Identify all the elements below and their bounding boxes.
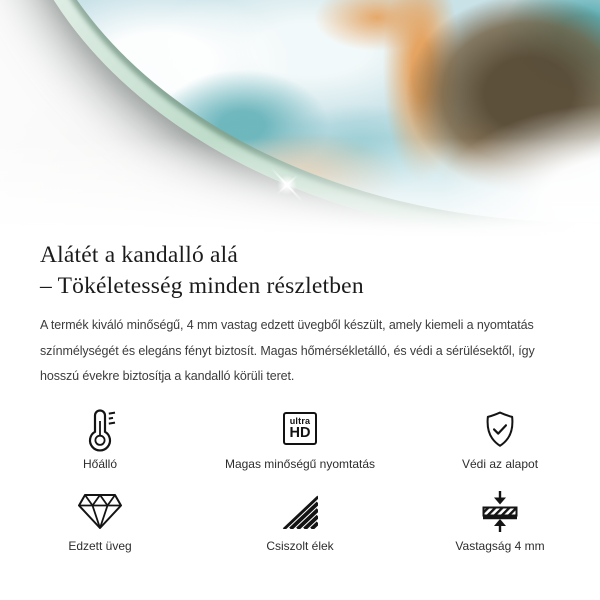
title-line-1: Alátét a kandalló alá xyxy=(40,242,238,268)
description-line: hosszú évekre biztosítja a kandalló körüli teret. xyxy=(40,369,295,383)
page-title xyxy=(40,240,560,302)
thickness-icon xyxy=(478,488,522,534)
feature-label: Magas minőségű nyomtatás xyxy=(224,456,376,471)
feature-label: Edzett üveg xyxy=(68,538,132,553)
thermometer-icon xyxy=(83,406,117,452)
feature-tempered-glass xyxy=(0,488,200,553)
ultra-hd-icon: ultra HD xyxy=(283,406,317,452)
feature-grid xyxy=(0,406,600,553)
feature-label: Vastagság 4 mm xyxy=(455,538,545,553)
product-description-section xyxy=(0,240,600,390)
description-line: színmélységét és elegáns fényt biztosít. Magas hőmérsékletálló, és védi a sérülésektől, így xyxy=(40,343,535,358)
product-image xyxy=(0,0,600,238)
polished-edges-icon xyxy=(279,488,321,534)
feature-heat-resistant xyxy=(0,406,200,471)
feature-thickness xyxy=(400,488,600,553)
feature-polished-edges xyxy=(200,488,400,553)
shield-check-icon xyxy=(478,406,522,452)
description-line: A termék kiváló minőségű, 4 mm vastag edzett üvegből készült, amely kiemeli a nyomtatás xyxy=(40,318,534,332)
feature-label: Csiszolt élek xyxy=(266,538,334,553)
glass-plate-marble-surface xyxy=(18,0,600,222)
feature-print-quality xyxy=(200,406,400,471)
feature-protects-base xyxy=(400,406,600,471)
feature-label: Hőálló xyxy=(82,456,118,471)
product-description xyxy=(40,313,560,390)
title-line-2: – Tökéletesség minden részletben xyxy=(40,273,364,299)
diamond-icon xyxy=(77,488,123,534)
feature-label: Védi az alapot xyxy=(461,456,539,471)
